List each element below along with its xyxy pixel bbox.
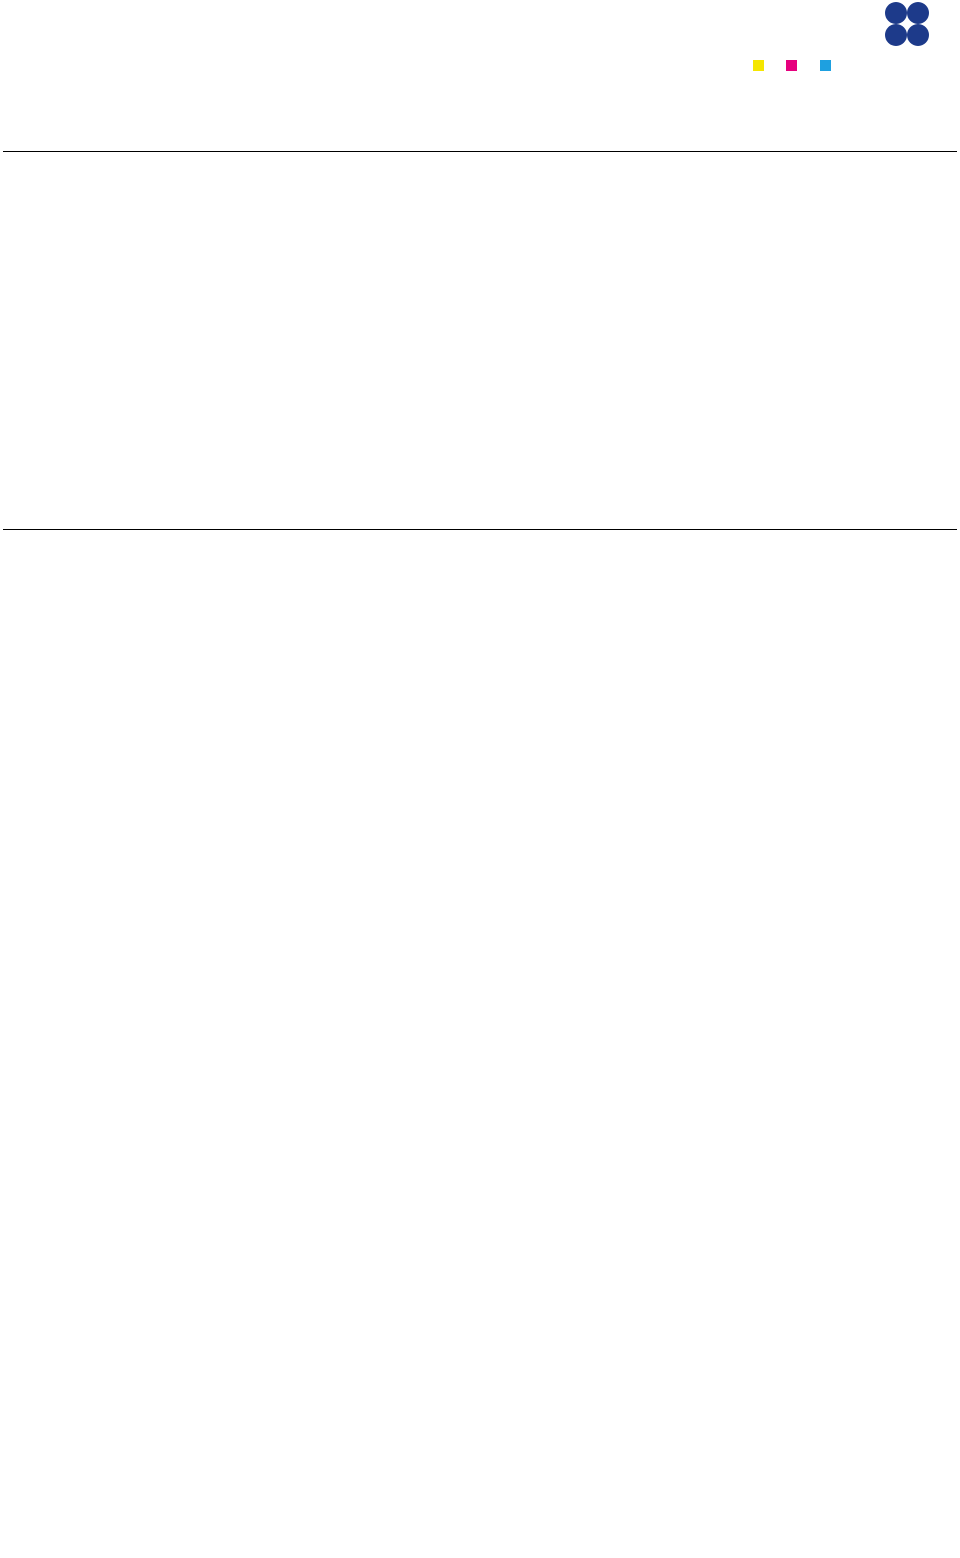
logo-cyan-square (820, 60, 831, 71)
logo-clover-icon (885, 2, 929, 46)
section-heading (7, 188, 75, 210)
logo-magenta-square (786, 60, 797, 71)
section-end-rule (3, 529, 957, 530)
huber-group-logo (751, 0, 933, 82)
header-rule (3, 151, 957, 152)
logo-yellow-square (753, 60, 764, 71)
